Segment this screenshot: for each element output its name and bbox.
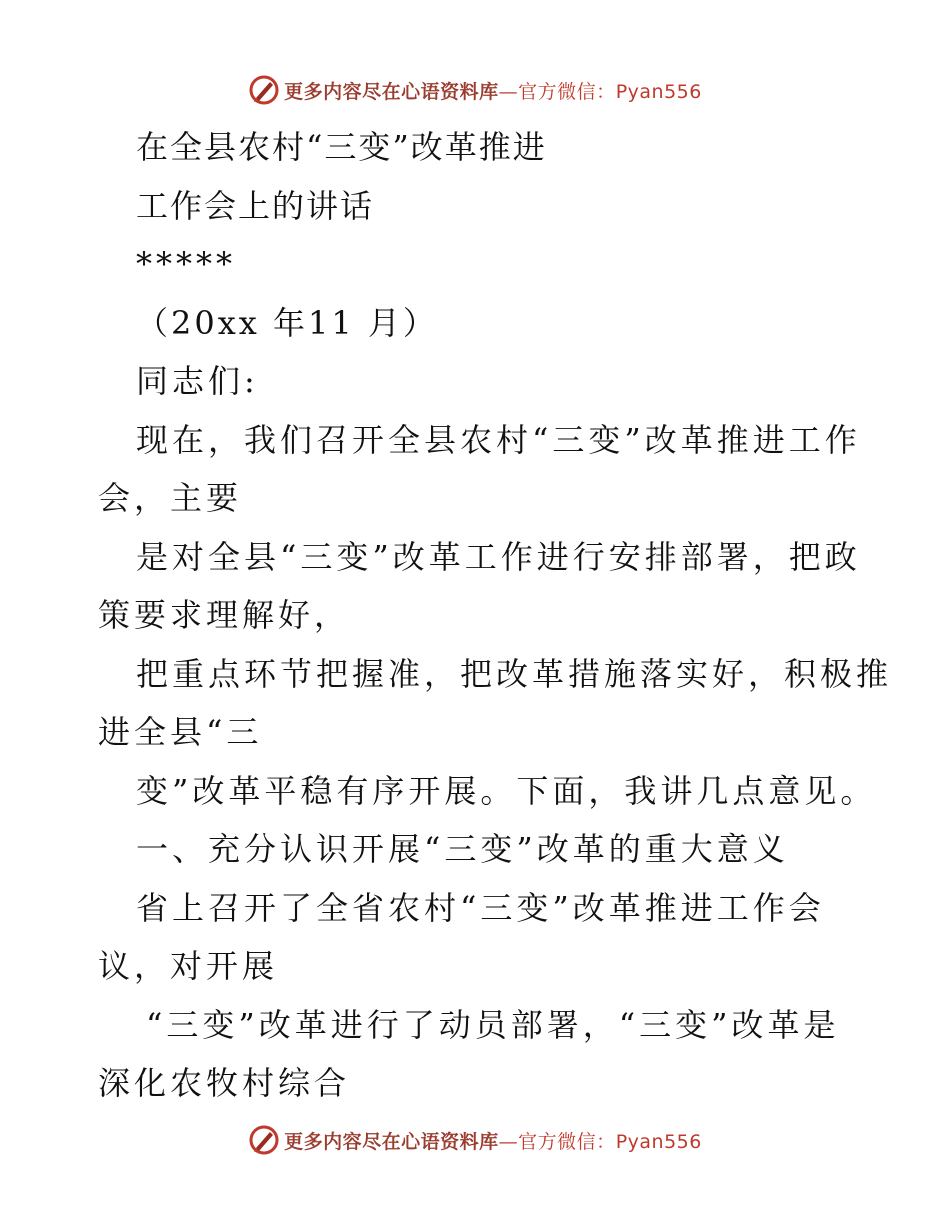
paragraph-line: 现在，我们召开全县农村“三变”改革推进工作 [136, 420, 861, 459]
header-watermark-banner [0, 70, 950, 110]
paragraph-line: 变”改革平稳有序开展。下面，我讲几点意见。 [136, 771, 877, 810]
footer-watermark-banner [0, 1120, 950, 1160]
banner-dash: — [498, 80, 519, 103]
section-heading: 一、充分认识开展“三变”改革的重大意义 [136, 830, 789, 868]
author: ***** [136, 245, 236, 283]
banner-text [284, 77, 702, 104]
paragraph-line: 把重点环节把握准，把改革措施落实好，积极推 [136, 654, 893, 693]
paragraph-line: 会，主要 [98, 479, 243, 517]
pen-logo-icon [248, 1124, 280, 1156]
title-line-1: 在全县农村“三变”改革推进 [136, 128, 547, 166]
paragraph-line: 议，对开展 [98, 947, 279, 985]
banner-main-text: 更多内容尽在心语资料库 [284, 1130, 499, 1153]
banner-main-text: 更多内容尽在心语资料库 [284, 80, 499, 103]
banner-handle: Pyan556 [615, 1130, 702, 1153]
title-line-2: 工作会上的讲话 [136, 186, 375, 225]
document-body [98, 118, 893, 1113]
pen-logo-icon [248, 74, 280, 106]
paragraph-line: 深化农牧村综合 [98, 1064, 351, 1102]
paragraph-line: 省上召开了全省农村“三变”改革推进工作会 [136, 888, 825, 927]
date: （20xx 年11 月） [136, 303, 438, 342]
banner-contact-label: 官方微信： [518, 80, 616, 103]
salutation: 同志们: [136, 362, 259, 400]
paragraph-line: 策要求理解好， [98, 596, 351, 634]
banner-handle: Pyan556 [615, 80, 702, 103]
paragraph-line: 进全县“三 [98, 713, 263, 751]
banner-contact-label: 官方微信： [518, 1130, 616, 1153]
banner-dash: — [498, 1130, 519, 1153]
paragraph-line: “三变”改革进行了动员部署，“三变”改革是 [146, 1005, 840, 1044]
banner-text [284, 1127, 702, 1154]
paragraph-line: 是对全县“三变”改革工作进行安排部署，把政 [136, 537, 861, 576]
